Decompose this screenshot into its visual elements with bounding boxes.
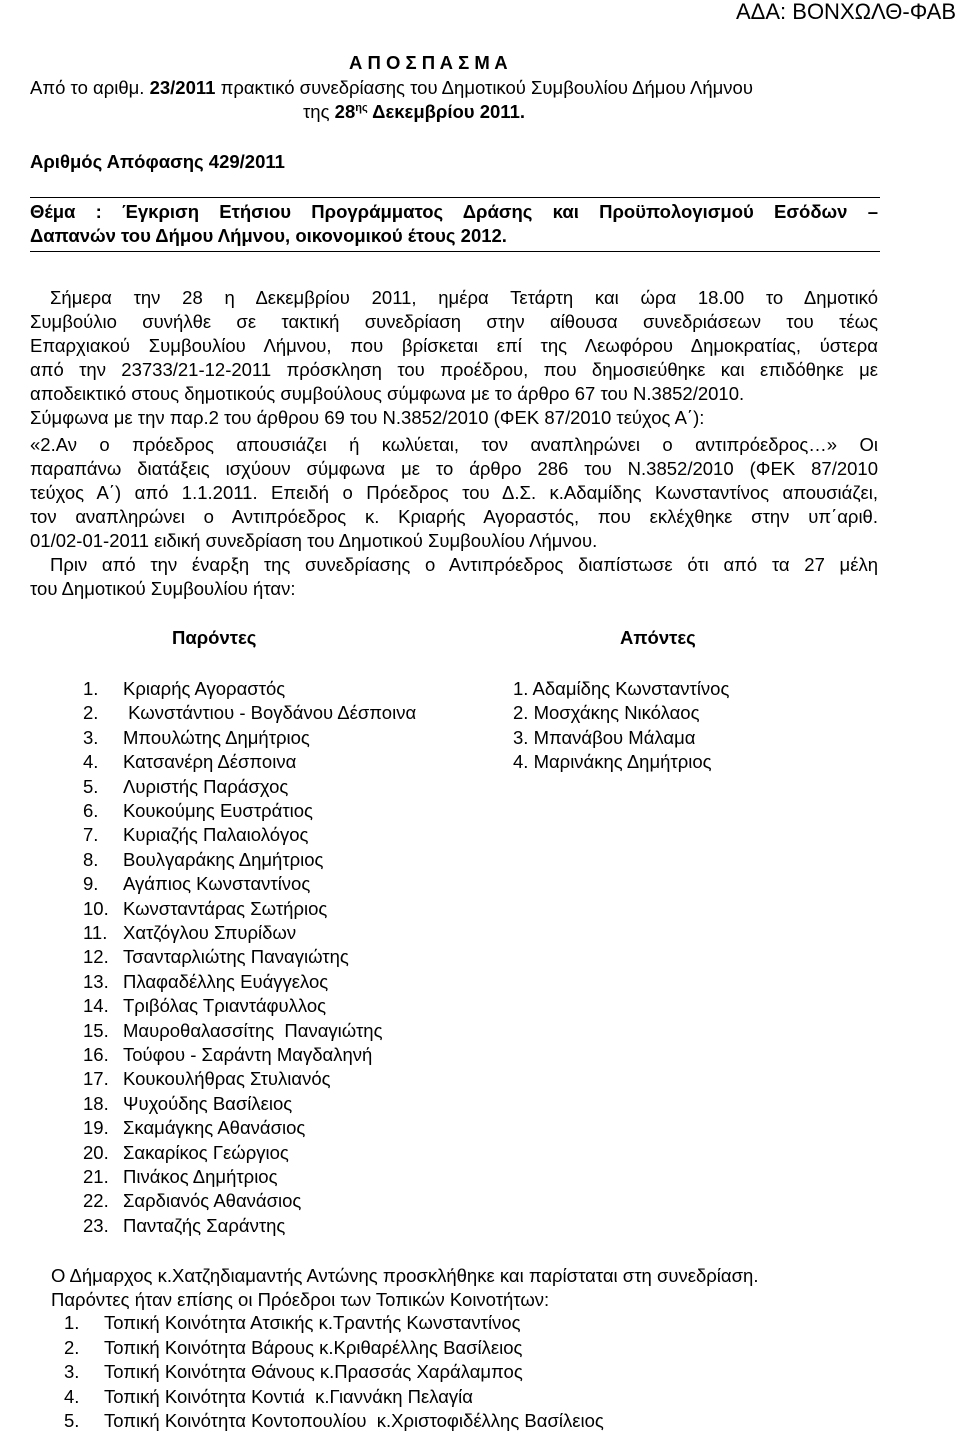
present-member-number: 16. — [83, 1044, 109, 1065]
present-member-number: 11. — [83, 922, 108, 943]
present-member-row — [83, 1067, 331, 1091]
community-president-text: Τοπική Κοινότητα Θάνους κ.Πρασσάς Χαράλαμπος — [104, 1361, 523, 1383]
present-member-name: Πανταζής Σαράντης — [123, 1214, 286, 1236]
present-member-name: Βουλγαράκης Δημήτριος — [123, 848, 324, 870]
present-member-name: Μαυροθαλασσίτης Παναγιώτης — [123, 1019, 383, 1041]
present-member-row — [83, 1189, 301, 1213]
present-member-number: 22. — [83, 1190, 109, 1212]
present-member-row — [83, 799, 313, 823]
present-member-name: Πλαφαδέλλης Ευάγγελος — [123, 970, 329, 992]
body-line-10: τον αναπληρώνει ο Αντιπρόεδρος κ. Κριαρής Αγοραστός, που εκλέχθηκε στην υπ΄αριθ. — [30, 506, 878, 527]
present-member-name: Πινάκος Δημήτριος — [123, 1166, 278, 1187]
present-member-number: 9. — [83, 873, 99, 895]
community-president-row — [64, 1336, 522, 1360]
present-member-number: 15. — [83, 1019, 109, 1041]
present-member-row — [83, 1019, 382, 1043]
present-heading: Παρόντες — [172, 627, 257, 648]
present-member-number: 1. — [83, 678, 99, 699]
present-member-number: 18. — [83, 1092, 109, 1114]
session-date — [303, 100, 525, 124]
present-member-name: Σκαμάγκης Αθανάσιος — [123, 1117, 306, 1139]
community-president-row — [64, 1360, 523, 1384]
present-member-row — [83, 1116, 305, 1140]
absent-heading: Απόντες — [620, 627, 696, 648]
session-month-year: Δεκεμβρίου 2011. — [367, 101, 525, 122]
present-member-name: Τσανταρλιώτης Παναγιώτης — [123, 946, 349, 968]
body-line-7: «2.Αν ο πρόεδρος απουσιάζει ή κωλύεται, τον αναπληρώνει ο αντιπρόεδρος…» Οι — [30, 434, 878, 455]
present-member-row — [83, 677, 285, 701]
community-president-row — [64, 1385, 473, 1409]
body-line-8: παραπάνω διατάξεις ισχύουν σύμφωνα με το άρθρο 286 του Ν.3852/2010 (ΦΕΚ 87/2010 — [30, 458, 878, 479]
absent-member-row: 3. Μπανάβου Μάλαμα — [513, 726, 696, 748]
body-line-12 — [30, 553, 878, 577]
present-member-number: 14. — [83, 995, 109, 1017]
community-president-text: Τοπική Κοινότητα Κοντιά κ.Γιαννάκη Πελαγία — [104, 1385, 473, 1407]
present-member-number: 4. — [83, 751, 99, 773]
present-member-name: Κουκούμης Ευστράτιος — [123, 800, 313, 821]
community-president-row — [64, 1409, 604, 1433]
present-member-name: Λυριστής Παράσχος — [123, 775, 289, 797]
present-member-number: 23. — [83, 1214, 109, 1236]
present-member-name: Κυριαζής Παλαιολόγος — [123, 824, 309, 846]
decision-number: Αριθμός Απόφασης 429/2011 — [30, 151, 285, 172]
present-member-name: Μπουλώτης Δημήτριος — [123, 726, 310, 748]
present-member-row — [83, 897, 327, 921]
present-member-row — [83, 1214, 285, 1238]
subject-bottom-rule — [30, 251, 880, 252]
present-member-name: Κωνστάντιου - Βογδάνου Δέσποινα — [123, 702, 417, 724]
present-member-name: Κατσανέρη Δέσποινα — [123, 751, 297, 773]
present-member-name: Κουκουλήθρας Στυλιανός — [123, 1068, 331, 1090]
community-number: 5. — [64, 1410, 80, 1432]
present-member-name: Κωνσταντάρας Σωτήριος — [123, 897, 328, 919]
present-member-row — [83, 1165, 278, 1189]
body-line-5: αποδεικτικό στους δημοτικούς συμβούλους σύμφωνα με το άρθρο 67 του Ν.3852/2010. — [30, 383, 745, 404]
present-member-name: Σαρδιανός Αθανάσιος — [123, 1190, 302, 1212]
present-member-row — [83, 1092, 292, 1116]
community-number: 4. — [64, 1385, 80, 1407]
community-president-text: Τοπική Κοινότητα Βάρους κ.Κριθαρέλλης Βασίλειος — [104, 1336, 523, 1358]
body-line-1-text: Σήμερα την 28 η Δεκεμβρίου 2011, ημέρα Τετάρτη και ώρα 18.00 το Δημοτικό — [50, 287, 878, 308]
minutes-reference-pre: Από το αριθμ. — [30, 77, 150, 98]
present-member-number: 6. — [83, 800, 99, 821]
community-president-text: Τοπική Κοινότητα Ατσικής κ.Τραντής Κωνσταντίνος — [104, 1312, 521, 1333]
absent-member-row: 2. Μοσχάκης Νικόλαος — [513, 702, 700, 724]
present-member-number: 13. — [83, 970, 109, 992]
body-line-1 — [30, 286, 878, 310]
minutes-reference-post: πρακτικό συνεδρίασης του Δημοτικού Συμβουλίου Δήμου Λήμνου — [215, 77, 753, 98]
absent-member-row: 4. Μαρινάκης Δημήτριος — [513, 751, 712, 773]
body-line-12-text: Πριν από την έναρξη της συνεδρίασης ο Αντιπρόεδρος διαπίστωσε ότι από τα 27 μέλη — [50, 554, 878, 575]
minutes-number: 23/2011 — [149, 77, 216, 98]
present-member-number: 3. — [83, 726, 99, 748]
body-line-13: του Δημοτικού Συμβουλίου ήταν: — [30, 578, 296, 599]
mayor-statement: Ο Δήμαρχος κ.Χατζηδιαμαντής Αντώνης προσκλήθηκε και παρίσταται στη συνεδρίαση. — [51, 1265, 759, 1286]
present-member-name: Τούφου - Σαράντη Μαγδαληνή — [123, 1044, 373, 1065]
body-line-2: Συμβούλιο συνήλθε σε τακτική συνεδρίαση στην αίθουσα συνεδριάσεων του τέως — [30, 311, 878, 332]
community-number: 1. — [64, 1312, 80, 1333]
present-member-number: 10. — [83, 897, 109, 919]
present-member-row — [83, 775, 288, 799]
present-member-number: 2. — [83, 702, 99, 724]
present-member-row — [83, 750, 296, 774]
present-member-row — [83, 921, 296, 945]
present-member-row — [83, 945, 349, 969]
minutes-reference — [30, 76, 753, 100]
present-member-row — [83, 1043, 372, 1067]
present-member-row — [83, 823, 308, 847]
present-member-number: 12. — [83, 946, 109, 968]
session-day-suffix: ης — [355, 102, 368, 114]
body-line-11: 01/02-01-2011 ειδική συνεδρίαση του Δημοτικού Συμβουλίου Λήμνου. — [30, 530, 598, 551]
document-title: Α Π Ο Σ Π Α Σ Μ Α — [349, 52, 508, 73]
present-member-name: Χατζόγλου Σπυρίδων — [123, 922, 297, 943]
present-member-name: Ψυχούδης Βασίλειος — [123, 1092, 293, 1114]
session-date-pre: της — [303, 101, 335, 122]
subject-top-rule — [30, 197, 880, 198]
present-member-number: 17. — [83, 1068, 109, 1090]
present-member-row — [83, 1141, 289, 1165]
subject-line-2: Δαπανών του Δήμου Λήμνου, οικονομικού έτους 2012. — [30, 225, 507, 246]
present-member-number: 7. — [83, 824, 99, 846]
community-number: 3. — [64, 1361, 80, 1383]
present-member-number: 21. — [83, 1166, 109, 1187]
body-line-3: Επαρχιακού Συμβουλίου Λήμνου, που βρίσκεται επί της Λεωφόρου Δημοκρατίας, ύστερα — [30, 335, 878, 356]
session-day: 28 — [334, 101, 356, 122]
present-member-row — [83, 970, 328, 994]
present-member-row — [83, 872, 310, 896]
community-president-text: Τοπική Κοινότητα Κοντοπουλίου κ.Χριστοφιδέλλης Βασίλειος — [104, 1410, 604, 1432]
present-member-number: 19. — [83, 1117, 109, 1139]
present-member-name: Αγάπιος Κωνσταντίνος — [123, 873, 311, 895]
also-present-statement: Παρόντες ήταν επίσης οι Πρόεδροι των Τοπικών Κοινοτήτων: — [51, 1289, 550, 1310]
community-number: 2. — [64, 1336, 80, 1358]
present-member-name: Κριαρής Αγοραστός — [123, 678, 286, 699]
present-member-number: 20. — [83, 1141, 109, 1163]
body-line-6: Σύμφωνα με την παρ.2 του άρθρου 69 του Ν.3852/2010 (ΦΕΚ 87/2010 τεύχος Α΄): — [30, 407, 705, 428]
present-member-row — [83, 726, 310, 750]
subject-line-1: Θέμα : Έγκριση Ετήσιου Προγράμματος Δράσης και Προϋπολογισμού Εσόδων – — [30, 201, 878, 222]
present-member-row — [83, 848, 323, 872]
body-line-9: τεύχος Α΄) από 1.1.2011. Επειδή ο Πρόεδρος του Δ.Σ. κ.Αδαμίδης Κωνσταντίνος απουσιάζει, — [30, 482, 878, 503]
present-member-name: Σακαρίκος Γεώργιος — [123, 1141, 289, 1163]
community-president-row — [64, 1311, 521, 1335]
body-line-4: από την 23733/21-12-2011 πρόσκληση του προέδρου, που δημοσιεύθηκε και επιδόθηκε με — [30, 359, 878, 380]
present-member-row — [83, 701, 416, 725]
present-member-row — [83, 994, 326, 1018]
absent-member-row: 1. Αδαμίδης Κωνσταντίνος — [513, 678, 730, 699]
ada-code: ΑΔΑ: ΒΟΝΧΩΛΘ-ΦΑΒ — [736, 0, 956, 24]
present-member-number: 8. — [83, 848, 99, 870]
present-member-number: 5. — [83, 775, 99, 797]
present-member-name: Τριβόλας Τριαντάφυλλος — [123, 995, 327, 1017]
